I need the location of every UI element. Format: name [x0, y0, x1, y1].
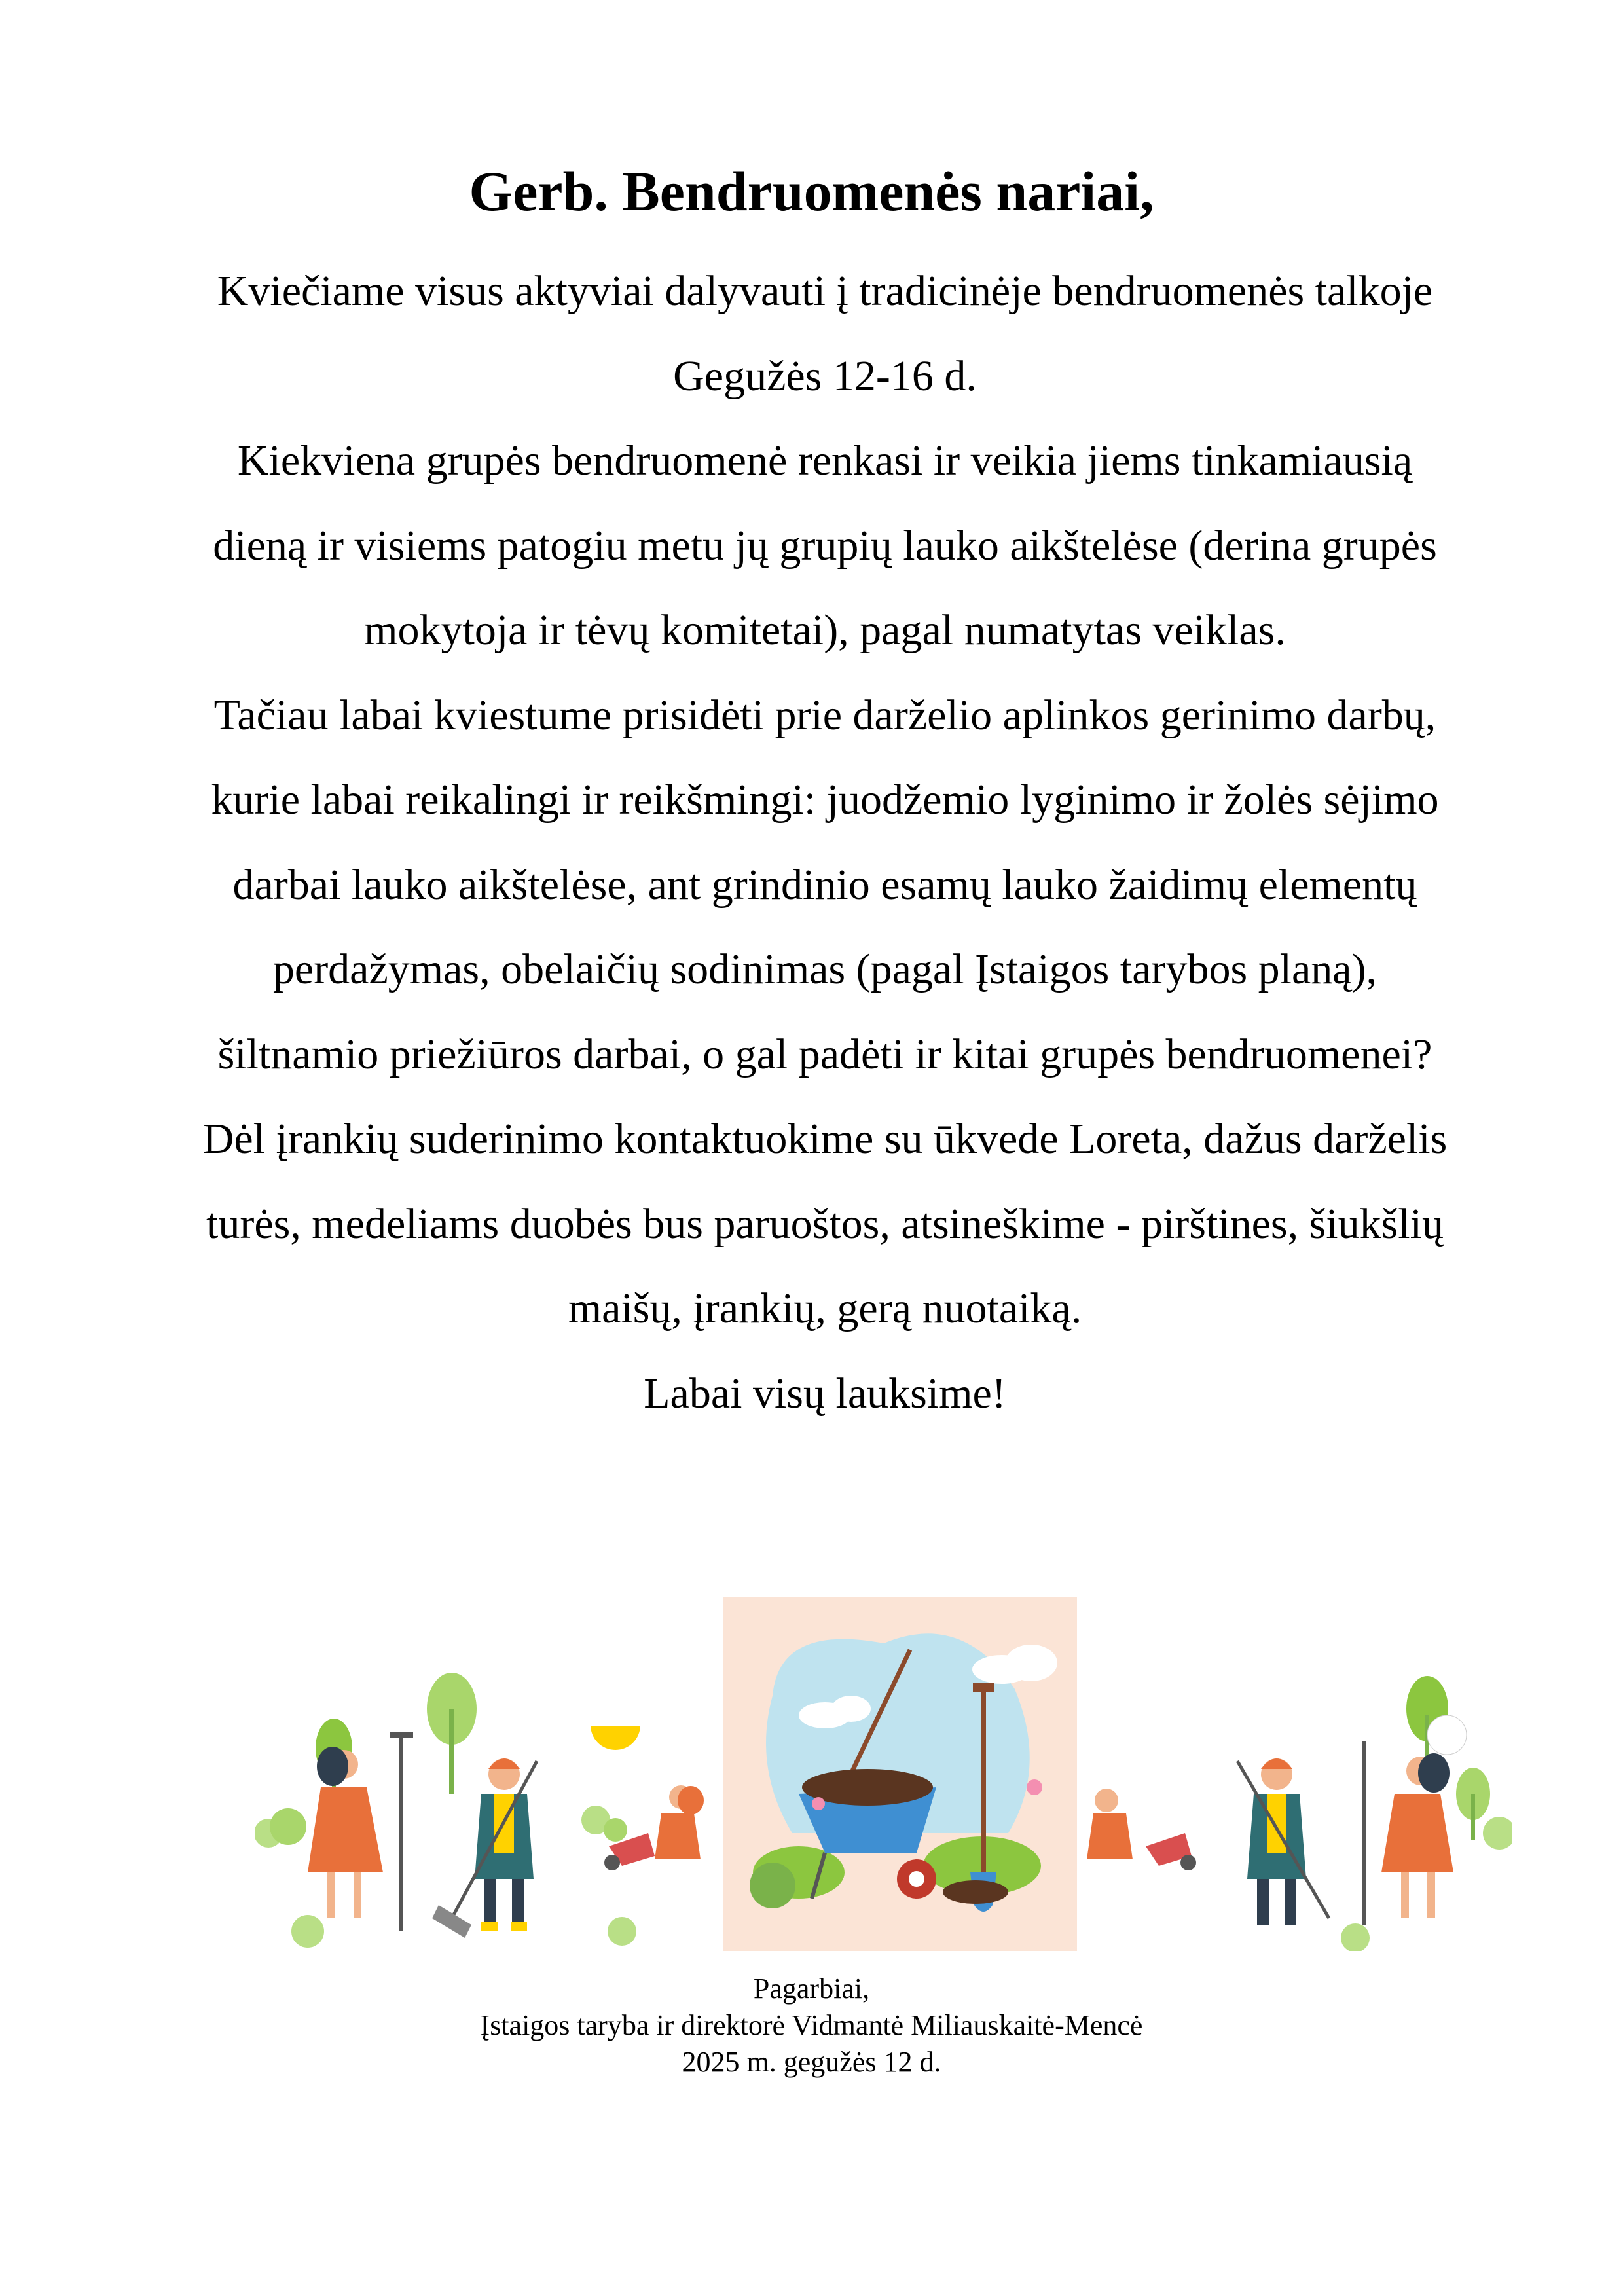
- letter-body: [196, 249, 1453, 1436]
- gardening-scene-image: [255, 1597, 1512, 1951]
- letter-title: Gerb. Bendruomenės nariai,: [469, 160, 1154, 223]
- signature-signer: Įstaigos taryba ir direktorė Vidmantė Miliauskaitė-Mencė: [480, 2009, 1143, 2041]
- wheelbarrow-panel: [723, 1597, 1077, 1951]
- right-garden-strip: [1087, 1676, 1512, 1951]
- paragraph-works: Tačiau labai kviestume prisidėti prie darželio aplinkos gerinimo darbų, kurie labai reikalingi ir reikšmingi: juodžemio lyginimo ir žolės sėjimo darbai lauko aikštelėse, ant grindinio esamų lauko žaidimų elementų perdažymas, obelaičių sodinimas (pagal Įstaigos tarybos planą), šiltnamio priežiūros darbai, o gal padėti ir kitai grupės bendruomenei?: [211, 691, 1439, 1078]
- signature-greeting: Pagarbiai,: [753, 1973, 870, 2005]
- paragraph-invitation: Kviečiame visus aktyviai dalyvauti į tradicinėje bendruomenės talkoje Gegužės 12-16 d.: [217, 267, 1433, 400]
- paragraph-closing: Labai visų lauksime!: [644, 1369, 1006, 1417]
- signature-block: [0, 1971, 1623, 2081]
- paragraph-groups: Kiekviena grupės bendruomenė renkasi ir veikia jiems tinkamiausią dieną ir visiems patogiu metu jų grupių lauko aikštelėse (derina grupės mokytoja ir tėvų komitetai), pagal numatytas veiklas.: [213, 437, 1437, 654]
- left-garden-strip: [255, 1673, 704, 1948]
- paragraph-tools: Dėl įrankių suderinimo kontaktuokime su ūkvede Loreta, dažus darželis turės, medeliams duobės bus paruoštos, atsineškime - pirštines, šiukšlių maišų, įrankių, gerą nuotaiką.: [202, 1115, 1448, 1332]
- signature-date: 2025 m. gegužės 12 d.: [682, 2046, 941, 2078]
- community-gardening-illustration: [255, 1597, 1512, 1951]
